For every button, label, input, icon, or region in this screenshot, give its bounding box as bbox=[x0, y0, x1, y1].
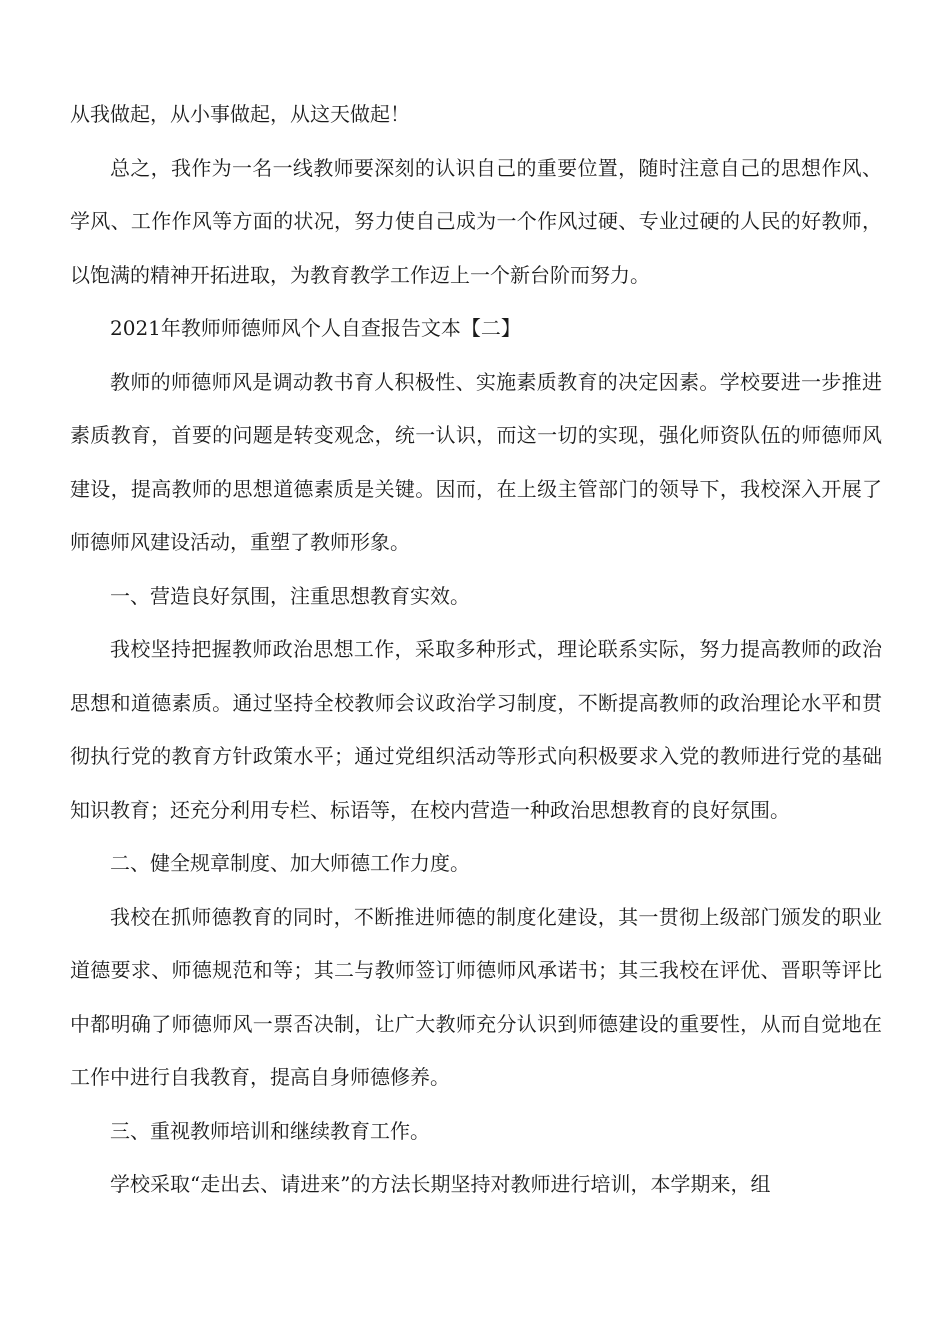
paragraph-heading-3-body: 学校采取“走出去、请进来”的方法长期坚持对教师进行培训，本学期来，组 bbox=[110, 1172, 771, 1196]
document-body bbox=[70, 88, 882, 1212]
paragraph-2: 总之，我作为一名一线教师要深刻的认识自己的重要位置，随时注意自己的思想作风、学风、工作作风等方面的状况，努力使自己成为一个作风过硬、专业过硬的人民的好教师，以饱满的精神开拓进取，为教育教学工作迈上一个新台阶而努力。 bbox=[70, 155, 882, 287]
heading-1: 一、营造良好氛围，注重思想教育实效。 bbox=[110, 583, 470, 608]
paragraph-heading-1-body: 我校坚持把握教师政治思想工作，采取多种形式，理论联系实际，努力提高教师的政治思想和道德素质。通过坚持全校教师会议政治学习制度，不断提高教师的政治理论水平和贯彻执行党的教育方针政策水平；通过党组织活动等形式向积极要求入党的教师进行党的基础知识教育；还充分利用专栏、标语等，在校内营造一种政治思想教育的良好氛围。 bbox=[70, 637, 882, 822]
heading-2: 二、健全规章制度、加大师德工作力度。 bbox=[110, 851, 470, 875]
section-title: 2021年教师师德师风个人自查报告文本【二】 bbox=[110, 316, 521, 340]
heading-3: 三、重视教师培训和继续教育工作。 bbox=[110, 1118, 430, 1143]
paragraph-intro: 教师的师德师风是调动教书育人积极性、实施素质教育的决定因素。学校要进一步推进素质教育，首要的问题是转变观念，统一认识，而这一切的实现，强化师资队伍的师德师风建设，提高教师的思想道德素质是关键。因而，在上级主管部门的领导下，我校深入开展了师德师风建设活动，重塑了教师形象。 bbox=[70, 369, 882, 554]
paragraph-heading-2-body: 我校在抓师德教育的同时，不断推进师德的制度化建设，其一贯彻上级部门颁发的职业道德要求、师德规范和等；其二与教师签订师德师风承诺书；其三我校在评优、晋职等评比中都明确了师德师风一票否决制，让广大教师充分认识到师德建设的重要性，从而自觉地在工作中进行自我教育，提高自身师德修养。 bbox=[70, 904, 882, 1089]
paragraph-1: 从我做起，从小事做起，从这天做起！ bbox=[70, 102, 410, 126]
